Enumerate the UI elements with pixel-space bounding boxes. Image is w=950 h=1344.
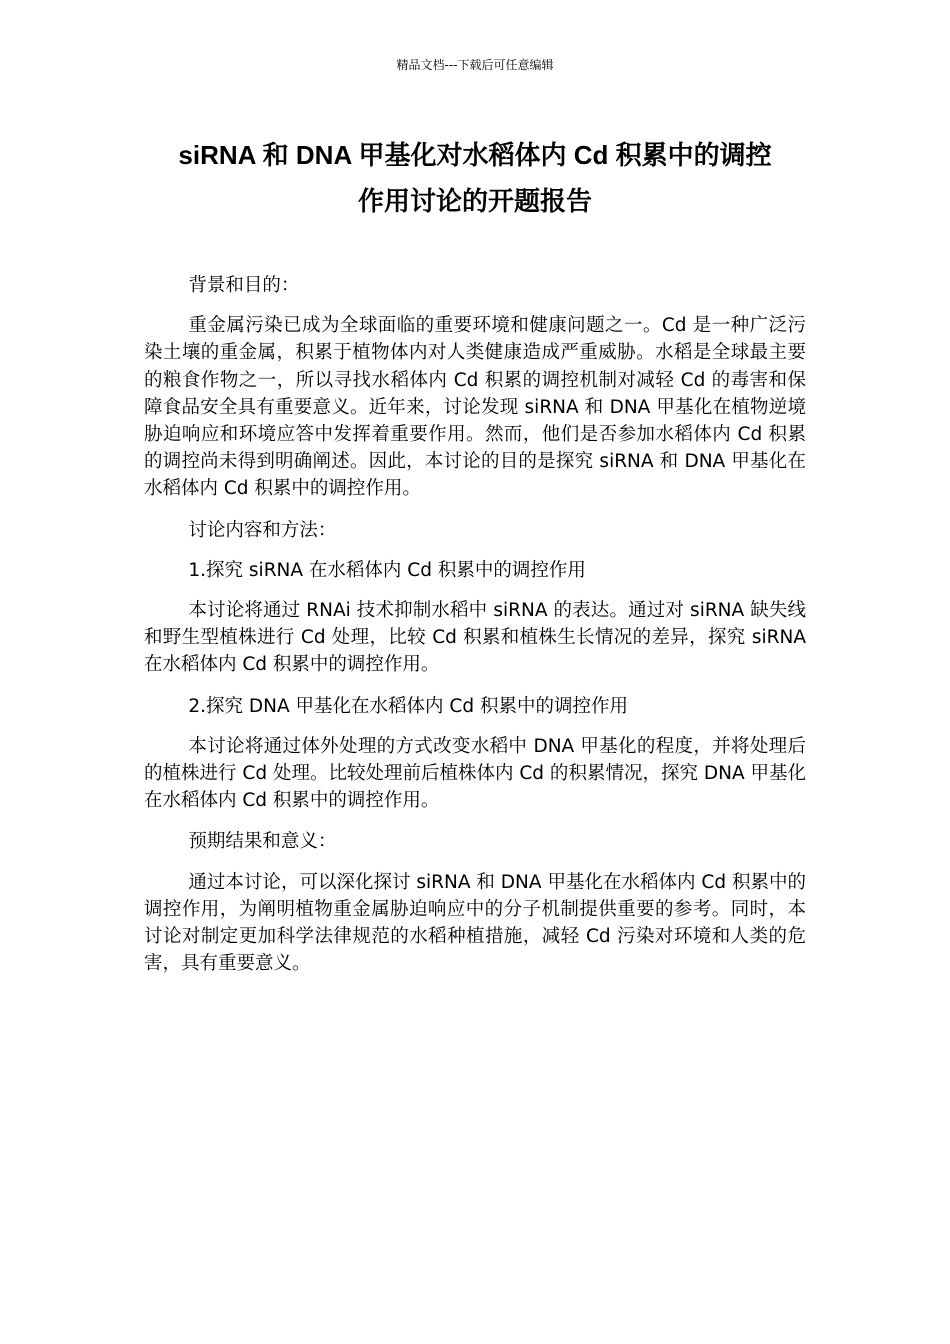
item2-paragraph: 本讨论将通过体外处理的方式改变水稻中 DNA 甲基化的程度，并将处理后的植株进行 Cd 处理。比较处理前后植株体内 Cd 的积累情况，探究 DNA 甲基化在水稻体内 Cd 积累中的调控作用。 <box>144 735 806 812</box>
results-heading: 预期结果和意义： <box>188 831 337 853</box>
document-title <box>120 132 830 224</box>
background-heading: 背景和目的： <box>188 275 300 296</box>
item2-heading: 2.探究 DNA 甲基化在水稻体内 Cd 积累中的调控作用 <box>188 695 628 717</box>
title-line-1: siRNA 和 DNA 甲基化对水稻体内 Cd 积累中的调控 <box>178 140 772 170</box>
item1-heading: 1.探究 siRNA 在水稻体内 Cd 积累中的调控作用 <box>188 559 586 581</box>
results-paragraph: 通过本讨论，可以深化探讨 siRNA 和 DNA 甲基化在水稻体内 Cd 积累中的调控作用，为阐明植物重金属胁迫响应中的分子机制提供重要的参考。同时，本讨论对制定更加科学法律规范的水稻种植措施，减轻 Cd 污染对环境和人类的危害，具有重要意义。 <box>144 871 806 975</box>
title-line-2: 作用讨论的开题报告 <box>357 186 592 216</box>
item1-paragraph: 本讨论将通过 RNAi 技术抑制水稻中 siRNA 的表达。通过对 siRNA 缺失线和野生型植株进行 Cd 处理，比较 Cd 积累和植株生长情况的差异，探究 siRNA 在水稻体内 Cd 积累中的调控作用。 <box>144 600 806 676</box>
document-body <box>144 272 806 991</box>
header-note: 精品文档---下载后可任意编辑 <box>396 58 554 72</box>
methods-heading: 讨论内容和方法： <box>188 519 337 541</box>
background-paragraph: 重金属污染已成为全球面临的重要环境和健康问题之一。Cd 是一种广泛污染土壤的重金属，积累于植物体内对人类健康造成严重威胁。水稻是全球最主要的粮食作物之一，所以寻找水稻体内 Cd 积累的调控机制对减轻 Cd 的毒害和保障食品安全具有重要意义。近年来，讨论发现 siRNA 和 DNA 甲基化在植物逆境胁迫响应和环境应答中发挥着重要作用。然而，他们是否参加水稻体内 Cd 积累的调控尚未得到明确阐述。因此，本讨论的目的是探究 siRNA 和 DNA 甲基化在水稻体内 Cd 积累中的调控作用。 <box>144 315 806 500</box>
